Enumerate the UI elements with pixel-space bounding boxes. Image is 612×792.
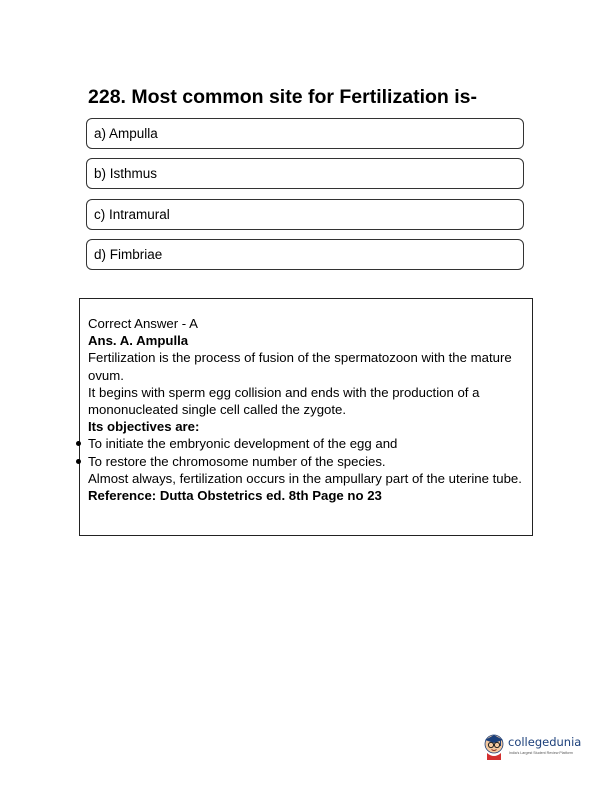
bullet-text-2: To restore the chromosome number of the species. (88, 453, 386, 469)
correct-answer: Correct Answer - A (88, 316, 198, 331)
option-a[interactable]: a) Ampulla (86, 118, 524, 149)
option-d[interactable]: d) Fimbriae (86, 239, 524, 270)
collegedunia-logo (482, 731, 582, 761)
logo-tagline: India's Largest Student Review Platform (509, 751, 573, 755)
option-b[interactable]: b) Isthmus (86, 158, 524, 189)
answer-heading: Ans. A. Ampulla (88, 333, 189, 349)
question-title: 228. Most common site for Fertilization is- (88, 86, 477, 108)
explanation-line-3: Almost always, fertilization occurs in the ampullary part of the uterine tube. (88, 470, 522, 486)
logo-text: collegedunia (508, 735, 582, 749)
explanation-line-1: Fertilization is the process of fusion of the spermatozoon with the mature ovum. (88, 350, 512, 383)
answer-content (88, 315, 528, 504)
objectives-heading: Its objectives are: (88, 419, 200, 435)
mascot-icon (482, 731, 508, 761)
bullet-item-1 (88, 435, 528, 452)
bullet-dot-icon (76, 459, 81, 464)
bullet-item-2 (88, 453, 528, 470)
explanation-line-2: It begins with sperm egg collision and ends with the production of a mononucleated single cell called the zygote. (88, 384, 480, 418)
reference: Reference: Dutta Obstetrics ed. 8th Page no 23 (88, 488, 382, 504)
option-c[interactable]: c) Intramural (86, 199, 524, 230)
bullet-text-1: To initiate the embryonic development of the egg and (88, 436, 398, 452)
